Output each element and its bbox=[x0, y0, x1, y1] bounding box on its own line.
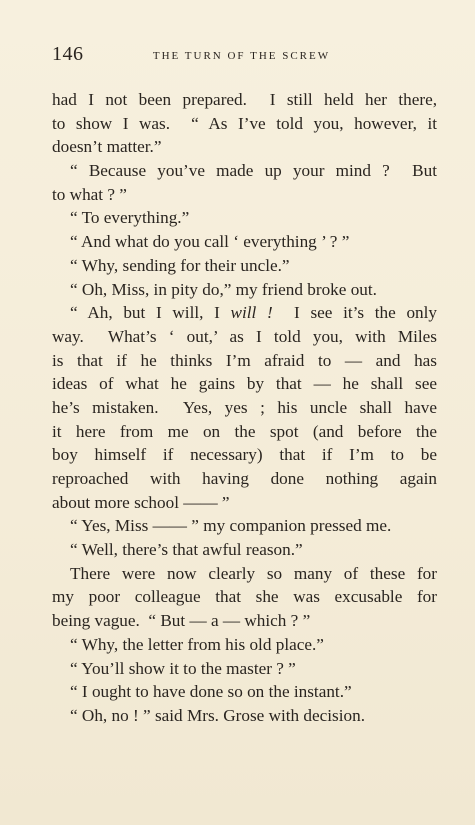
text-line: had I not been prepared. I still held her there, bbox=[52, 90, 437, 109]
text-line: “ And what do you call ‘ everything ’ ? ” bbox=[70, 232, 350, 252]
text-line: to what ? ” bbox=[52, 184, 127, 204]
text-line: ideas of what he gains by that — he shall see bbox=[52, 374, 437, 394]
running-title: THE TURN OF THE SCREW bbox=[152, 50, 331, 62]
text-line: about more school —— ” bbox=[52, 492, 230, 512]
body-text bbox=[52, 88, 437, 728]
text-line: reproached with having done nothing again bbox=[52, 469, 437, 488]
text-line: “ Oh, Miss, in pity do,” my friend broke out. bbox=[70, 279, 377, 299]
text-line: “ I ought to have done so on the instant.” bbox=[70, 682, 352, 702]
text-line: There were now clearly so many of these for bbox=[70, 563, 437, 583]
text-line: “ Why, sending for their uncle.” bbox=[70, 255, 290, 275]
emphasis-text: will ! bbox=[230, 303, 273, 323]
text-line: “ You’ll show it to the master ? ” bbox=[70, 658, 296, 678]
text-line: to show I was. “ As I’ve told you, however, it bbox=[52, 113, 437, 133]
text-line: doesn’t matter.” bbox=[52, 137, 162, 157]
text-line: “ To everything.” bbox=[70, 208, 190, 228]
text-line: is that if he thinks I’m afraid to — and has bbox=[52, 350, 437, 370]
text-line: my poor colleague that she was excusable for bbox=[52, 587, 437, 607]
text-line: “ Yes, Miss —— ” my companion pressed me. bbox=[70, 516, 392, 536]
text-line: “ Why, the letter from his old place.” bbox=[70, 634, 324, 654]
text-line: he’s mistaken. Yes, yes ; his uncle shall have bbox=[52, 397, 437, 417]
page-number: 146 bbox=[52, 43, 84, 65]
text-line: “ Because you’ve made up your mind ? But bbox=[70, 161, 437, 181]
text-line: “ Well, there’s that awful reason.” bbox=[70, 540, 303, 560]
text-line: “ Ah, but I will, I will ! I see it’s the only bbox=[70, 303, 438, 323]
text-line: “ Oh, no ! ” said Mrs. Grose with decision. bbox=[70, 705, 365, 725]
text-line: it here from me on the spot (and before the bbox=[52, 421, 437, 441]
page-header bbox=[52, 44, 431, 72]
text-line: boy himself if necessary) that if I’m to be bbox=[52, 445, 437, 465]
text-line: way. What’s ‘ out,’ as I told you, with Miles bbox=[52, 326, 437, 346]
text-line: being vague. “ But — a — which ? ” bbox=[52, 611, 311, 631]
